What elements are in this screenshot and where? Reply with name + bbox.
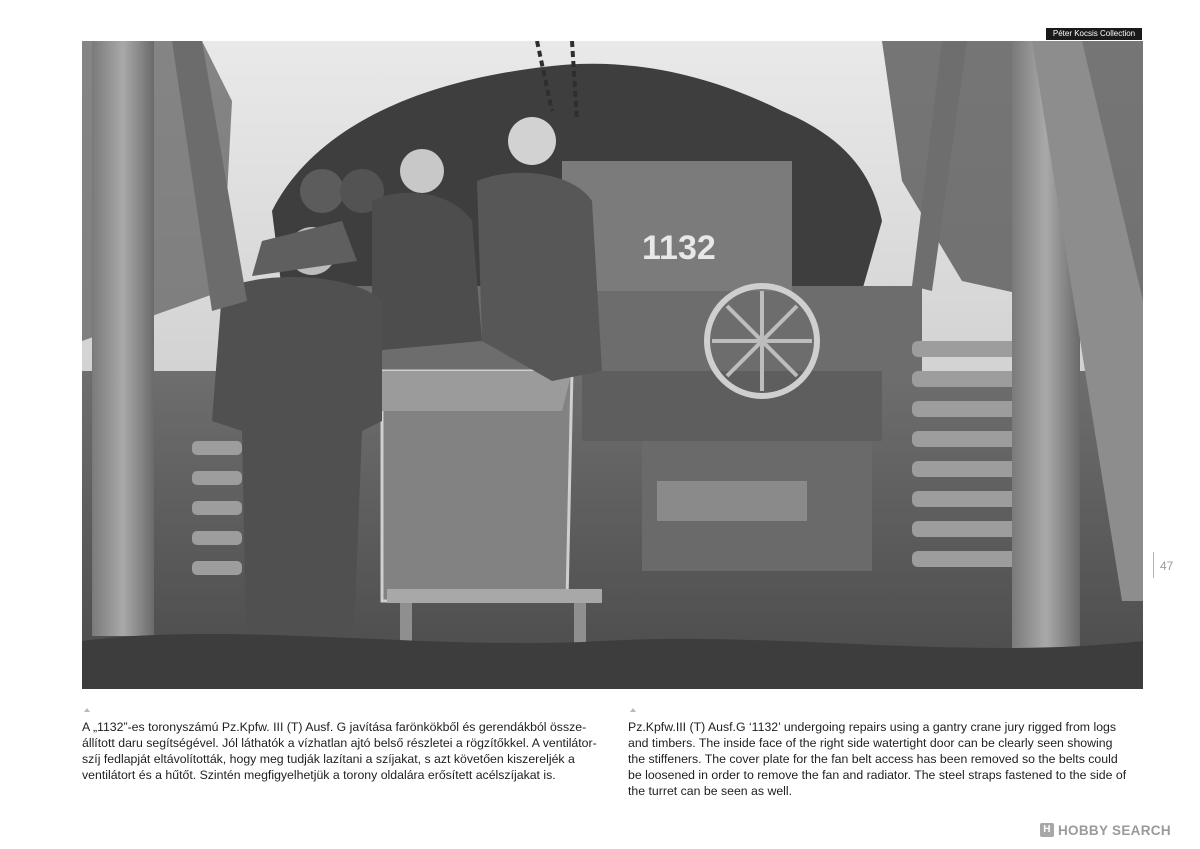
- caption-hungarian: [82, 719, 600, 783]
- photo-credit: Péter Kocsis Collection: [1046, 28, 1142, 40]
- caption-line: be loosened in order to remove the fan and radiator. The steel straps fastened to the side of: [628, 768, 1127, 782]
- caption-line: A „1132”-es toronyszámú Pz.Kpfw. III (T) Ausf. G javítása farönkökből és gerendákból össze-: [82, 720, 587, 734]
- caption-marker-icon: [630, 708, 636, 712]
- page-number-rule: [1153, 552, 1154, 578]
- tank-repair-photograph: [82, 41, 1143, 689]
- caption-line: the stiffeners. The cover plate for the fan belt access has been removed so the belts could: [628, 752, 1118, 766]
- hobby-search-watermark: [1040, 821, 1171, 839]
- caption-line: ventilátort és a hűtőt. Szintén megfigyelhetjük a torony oldalára erősített acélszíjakat is.: [82, 768, 556, 782]
- caption-line: Pz.Kpfw.III (T) Ausf.G ‘1132’ undergoing repairs using a gantry crane jury rigged from logs: [628, 720, 1117, 734]
- caption-english: [628, 719, 1146, 799]
- turret-number: 1132: [642, 229, 716, 267]
- page-number: 47: [1160, 559, 1174, 573]
- caption-marker-icon: [84, 708, 90, 712]
- caption-line: szíj fedlapját eltávolították, hogy meg tudják lazítani a szíjakat, s azt követően kiszereljék a: [82, 752, 575, 766]
- watermark-text: HOBBY SEARCH: [1058, 822, 1171, 838]
- caption-line: and timbers. The inside face of the right side watertight door can be clearly seen showing: [628, 736, 1113, 750]
- caption-line: the turret can be seen as well.: [628, 784, 793, 798]
- caption-line: állított daru segítségével. Jól láthatók a vízhatlan ajtó belső részletei a rögzítőkkel. A ventilátor-: [82, 736, 597, 750]
- hobby-search-logo-icon: H: [1040, 823, 1054, 837]
